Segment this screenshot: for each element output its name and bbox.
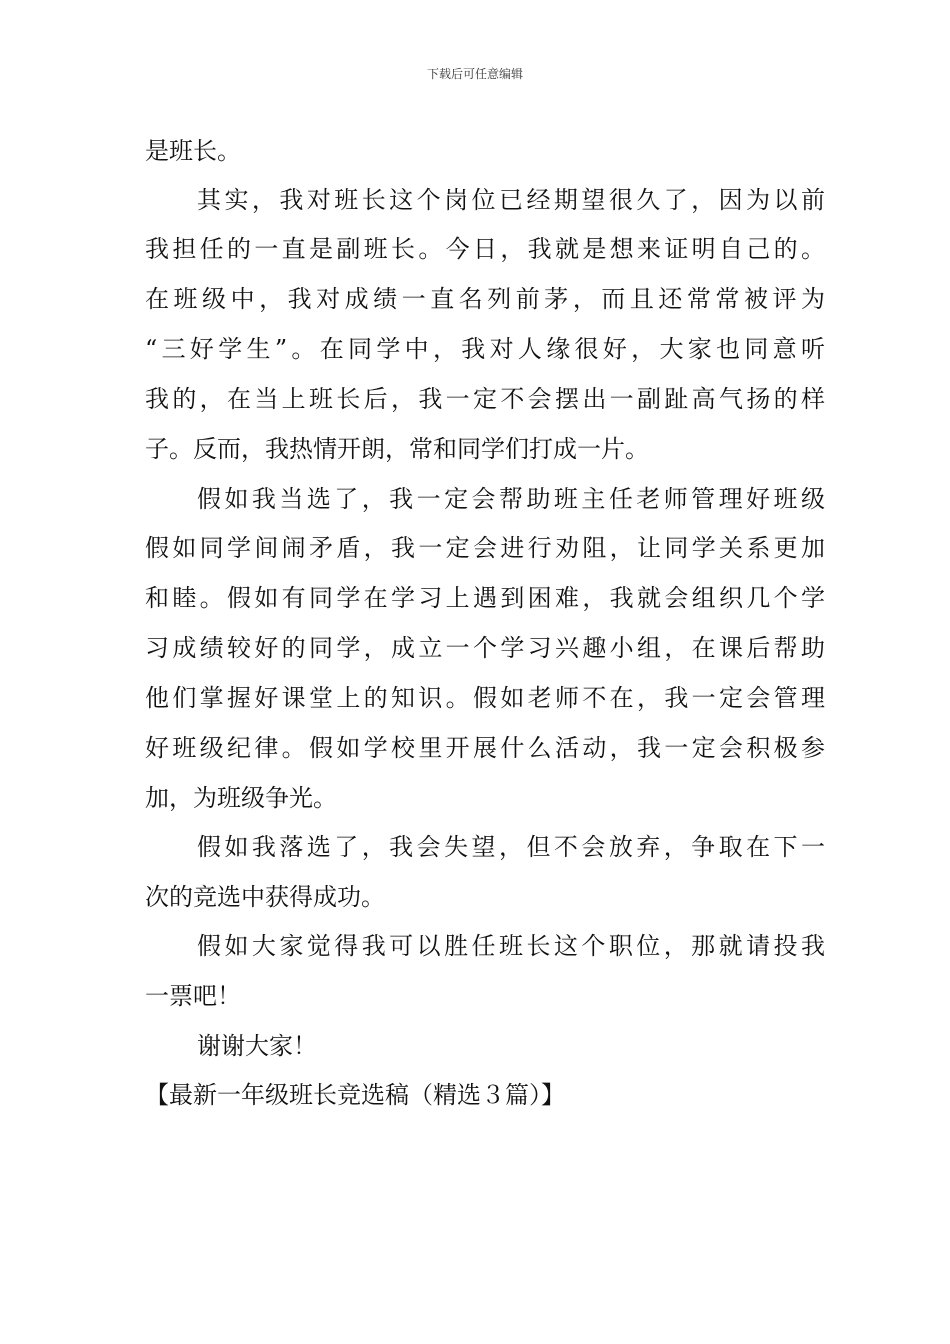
text-line: 假如同学间闹矛盾，我一定会进行劝阻，让同学关系更加 bbox=[145, 534, 825, 562]
text-line: 习成绩较好的同学，成立一个学习兴趣小组，在课后帮助 bbox=[145, 634, 825, 662]
text-line: 我担任的一直是副班长。今日，我就是想来证明自己的。 bbox=[145, 235, 825, 263]
page-header: 下载后可任意编辑 bbox=[426, 67, 523, 81]
text-line: 假如我当选了，我一定会帮助班主任老师管理好班级 bbox=[197, 485, 825, 513]
text-line: 是班长。 bbox=[145, 137, 241, 165]
text-line: 和睦。假如有同学在学习上遇到困难，我就会组织几个学 bbox=[145, 584, 825, 612]
text-line: 好班级纪律。假如学校里开展什么活动，我一定会积极参 bbox=[145, 734, 825, 762]
section-title: 【最新一年级班长竞选稿（精选３篇）】 bbox=[145, 1081, 565, 1109]
text-line: 次的竞选中获得成功。 bbox=[145, 883, 385, 911]
text-line: 我的，在当上班长后，我一定不会摆出一副趾高气扬的样 bbox=[145, 385, 825, 413]
text-line: 他们掌握好课堂上的知识。假如老师不在，我一定会管理 bbox=[145, 684, 825, 712]
text-line: 假如我落选了，我会失望，但不会放弃，争取在下一 bbox=[197, 833, 825, 861]
text-line: 加，为班级争光。 bbox=[145, 784, 337, 812]
text-line: 谢谢大家！ bbox=[197, 1032, 317, 1060]
text-line: 子。反而，我热情开朗，常和同学们打成一片。 bbox=[145, 435, 649, 463]
text-line: 其实，我对班长这个岗位已经期望很久了，因为以前 bbox=[197, 186, 825, 214]
text-line: “三好学生”。在同学中，我对人缘很好，大家也同意听 bbox=[145, 335, 825, 363]
text-line: 在班级中，我对成绩一直名列前茅，而且还常常被评为 bbox=[145, 285, 825, 313]
text-line: 一票吧！ bbox=[145, 982, 241, 1010]
text-line: 假如大家觉得我可以胜任班长这个职位，那就请投我 bbox=[197, 932, 825, 960]
